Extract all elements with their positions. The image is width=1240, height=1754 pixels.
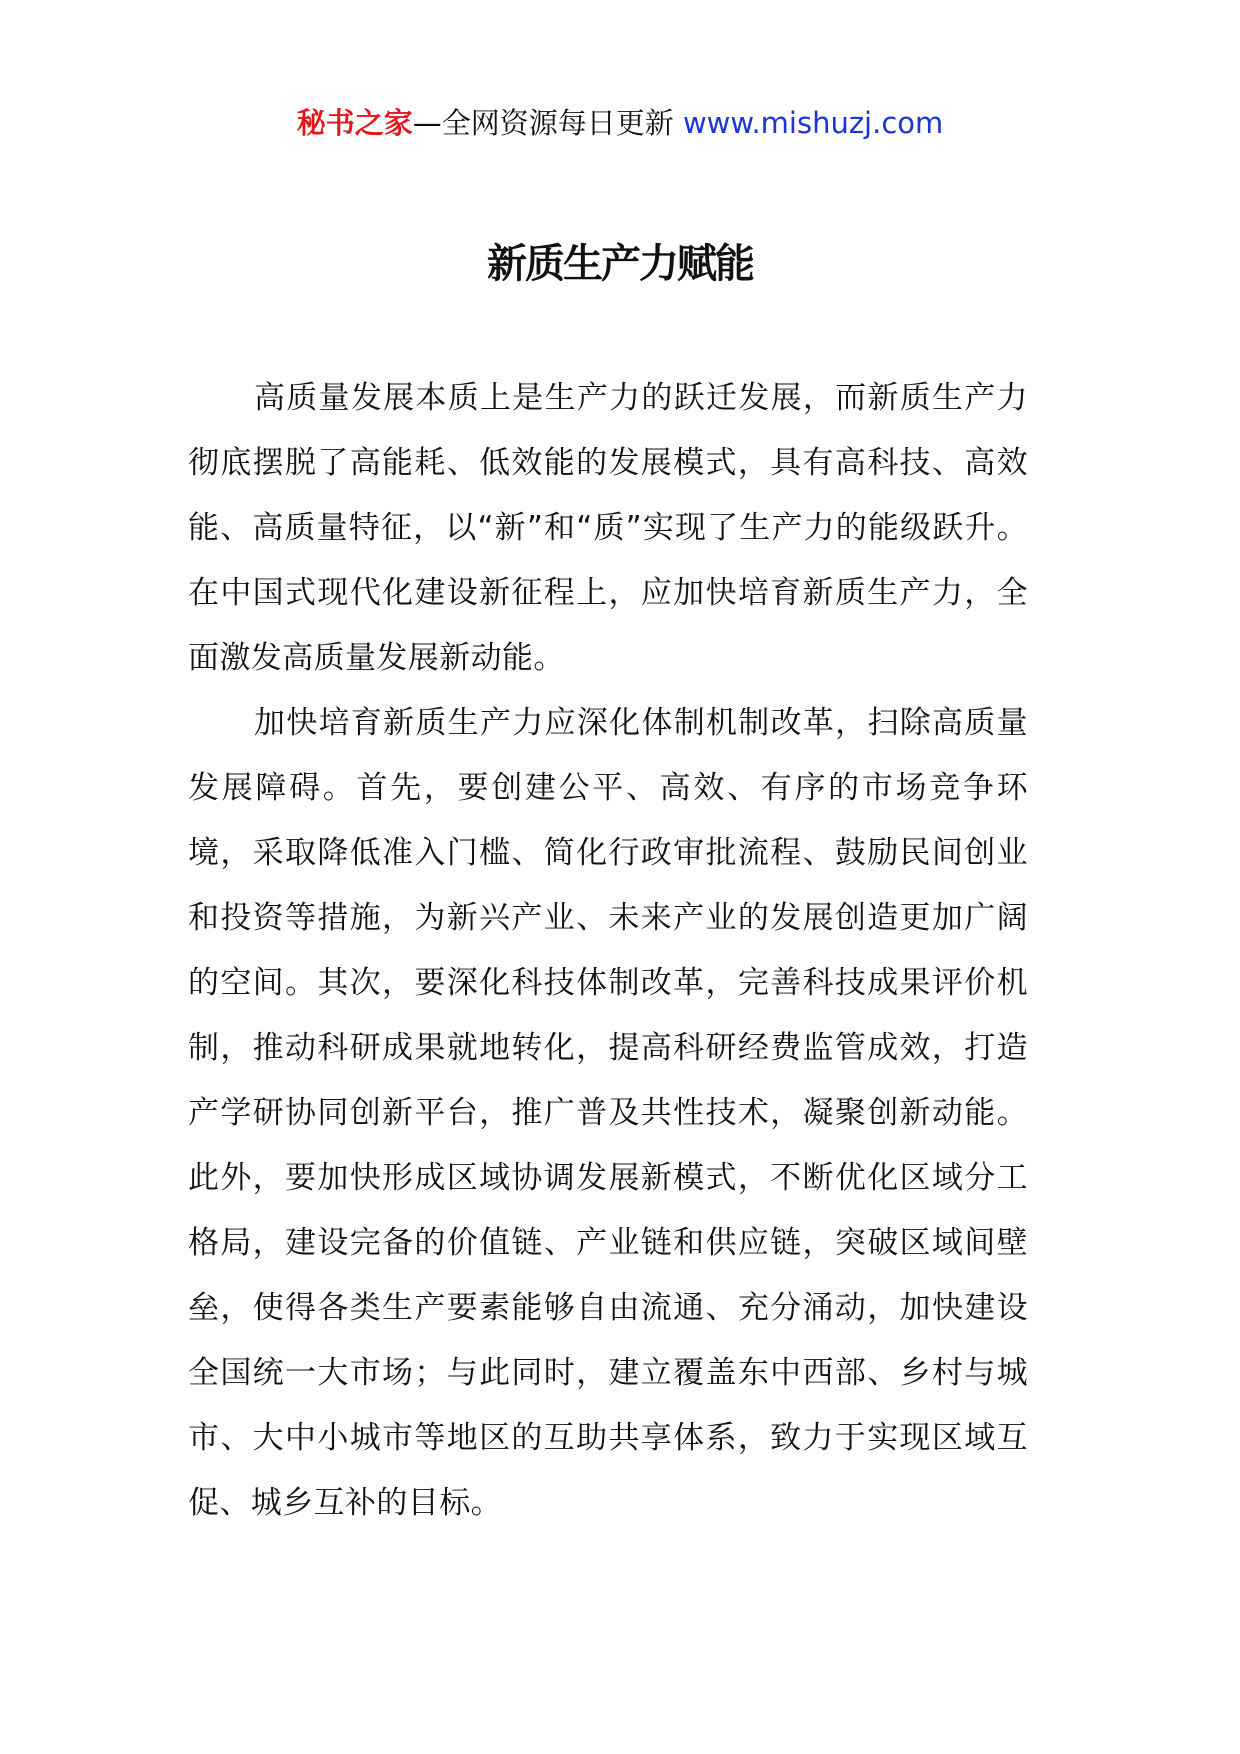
paragraph-2: 加快培育新质生产力应深化体制机制改革，扫除高质量发展障碍。首先，要创建公平、高效、有序的市场竞争环境，采取降低准入门槛、简化行政审批流程、鼓励民间创业和投资等措施，为新兴产业、未来产业的发展创造更加广阔的空间。其次，要深化科技体制改革，完善科技成果评价机制，推动科研成果就地转化，提高科研经费监管成效，打造产学研协同创新平台，推广普及共性技术，凝聚创新动能。此外，要加快形成区域协调发展新模式，不断优化区域分工格局，建设完备的价值链、产业链和供应链，突破区域间壁垒，使得各类生产要素能够自由流通、充分涌动，加快建设全国统一大市场；与此同时，建立覆盖东中西部、乡村与城市、大中小城市等地区的互助共享体系，致力于实现区域互促、城乡互补的目标。 [188,705,1028,1521]
paragraph-1: 高质量发展本质上是生产力的跃迁发展，而新质生产力彻底摆脱了高能耗、低效能的发展模式，具有高科技、高效能、高质量特征，以“新”和“质”实现了生产力的能级跃升。在中国式现代化建设新征程上，应加快培育新质生产力，全面激发高质量发展新动能。 [188,380,1028,676]
brand-name: 秘书之家 [296,106,413,140]
document-body [188,366,1028,1536]
document-title: 新质生产力赋能 [487,241,753,287]
header-slogan: —全网资源每日更新 [412,106,683,140]
page-header [0,100,1240,146]
website-link[interactable]: www.mishuzj.com [682,106,944,140]
